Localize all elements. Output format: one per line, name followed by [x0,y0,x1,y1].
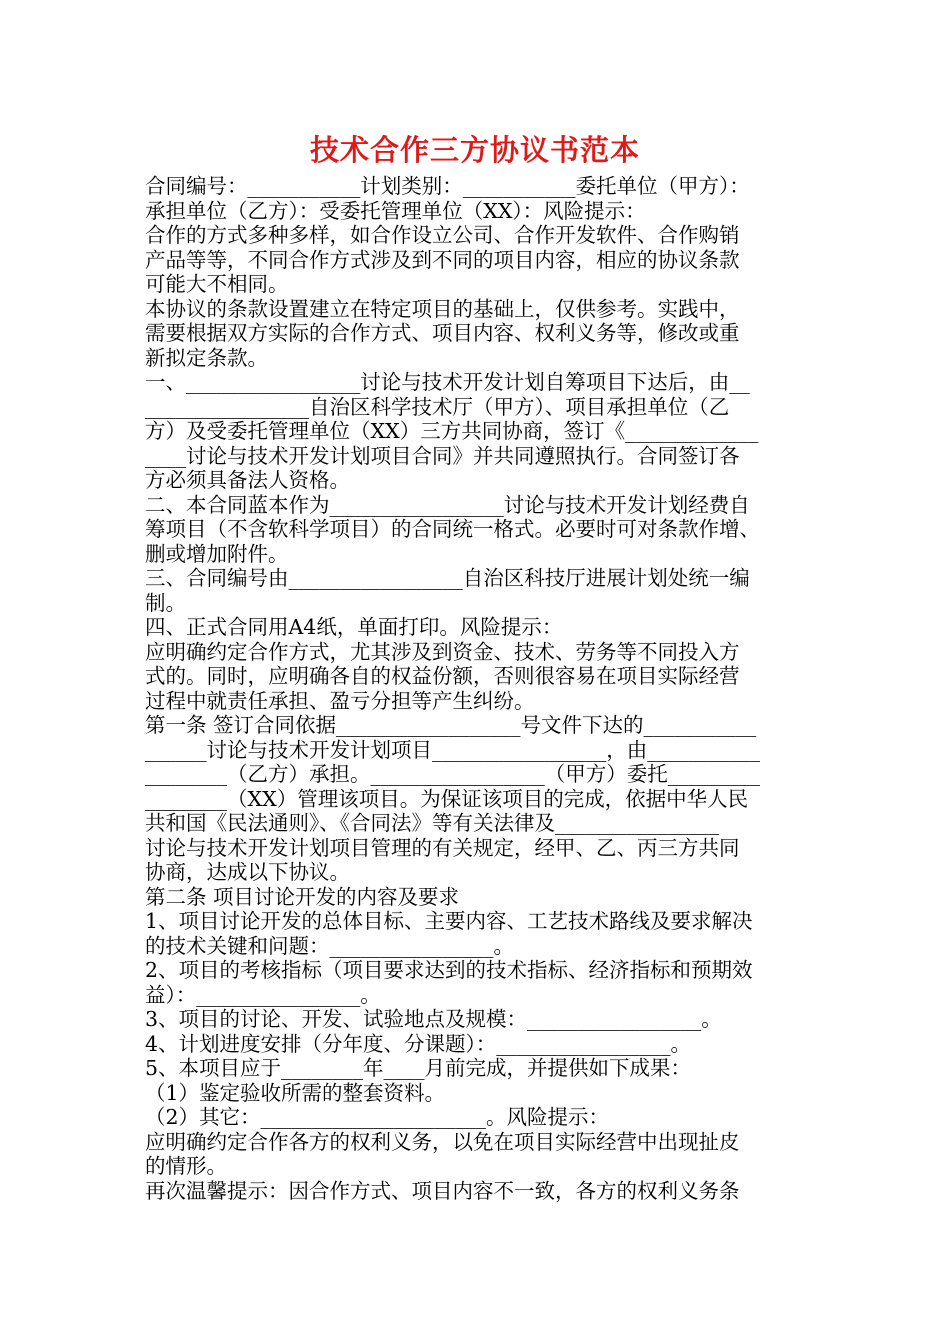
document-title: 技术合作三方协议书范本 [309,133,640,167]
text-line: 1、项目讨论开发的总体目标、主要内容、工艺技术路线及要求解决 [145,909,753,933]
text-line: 再次温馨提示：因合作方式、项目内容不一致，各方的权利义务条 [145,1178,740,1203]
text-line: 4、计划进度安排（分年度、分课题）：_________________。 [145,1031,692,1056]
text-line: 2、项目的考核指标（项目要求达到的技术指标、经济指标和预期效 [145,958,753,982]
text-line: 删或增加附件。 [145,541,289,566]
text-line: 第一条 签订合同依据__________________号文件下达的___________ [145,713,757,737]
text-line: 的情形。 [145,1154,227,1178]
text-line: 四、正式合同用A4纸，单面打印。风险提示： [145,615,563,639]
text-line: 应明确约定合作方式，尤其涉及到资金、技术、劳务等不同投入方 [145,639,740,664]
text-line: ______讨论与技术开发计划项目_________________，由___________ [145,737,760,762]
text-line: 可能大不相同。 [145,272,289,296]
text-line: 本协议的条款设置建立在特定项目的基础上，仅供参考。实践中， [145,296,740,321]
document-body [145,174,815,1203]
text-line: 合作的方式多种多样，如合作设立公司、合作开发软件、合作购销 [145,223,740,247]
text-line: 应明确约定合作各方的权利义务，以免在项目实际经营中出现扯皮 [145,1129,740,1154]
text-line: 承担单位（乙方）：受委托管理单位（XX）：风险提示： [145,198,646,223]
text-line: 方必须具备法人资格。 [145,468,350,492]
text-line: 一、_________________讨论与技术开发计划自筹项目下达后，由__ [145,370,750,394]
text-line: ________（XX）管理该项目。为保证该项目的完成，依据中华人民 [145,786,749,811]
text-line: 协商，达成以下协议。 [145,860,350,884]
text-line: 第二条 项目讨论开发的内容及要求 [145,884,460,909]
text-line: 式的。同时，应明确各自的权益份额，否则很容易在项目实际经营 [145,664,740,688]
text-line: 需要根据双方实际的合作方式、项目内容、权利义务等，修改或重 [145,321,740,345]
text-line: 讨论与技术开发计划项目管理的有关规定，经甲、乙、丙三方共同 [145,835,740,860]
text-line: 3、项目的讨论、开发、试验地点及规模：_________________。 [145,1007,722,1031]
text-line: 筹项目（不含软科学项目）的合同统一格式。必要时可对条款作增、 [145,517,760,541]
text-line: 益）：________________。 [145,982,381,1007]
text-line: 共和国《民法通则》、《合同法》等有关法律及________________ [145,811,719,835]
text-line: 方）及受委托管理单位（XX）三方共同协商，签订《_____________ [145,419,759,443]
text-line: 产品等等，不同合作方式涉及到不同的项目内容，相应的协议条款 [145,247,740,272]
text-line: ________________自治区科学技术厅（甲方）、项目承担单位（乙 [145,394,730,419]
text-line: ________（乙方）承担。_________________（甲方）委托_________ [145,762,760,786]
text-line: 的技术关键和问题：________________。 [145,933,514,958]
text-line: 二、本合同蓝本作为_________________讨论与技术开发计划经费自 [145,492,750,517]
text-line: 三、合同编号由_________________自治区科技厅进展计划处统一编 [145,566,750,590]
text-line: ____讨论与技术开发计划项目合同》并共同遵照执行。合同签订各 [145,443,740,468]
text-line: 5、本项目应于________年____月前完成，并提供如下成果： [145,1056,692,1080]
text-line: 新拟定条款。 [145,345,268,370]
text-line: 合同编号：___________计划类别：___________委托单位（甲方）： [145,174,750,198]
text-line: （2）其它：______________________。风险提示： [145,1105,610,1129]
text-line: （1）鉴定验收所需的整套资料。 [145,1080,446,1105]
text-line: 制。 [145,590,186,615]
text-line: 过程中就责任承担、盈亏分担等产生纠纷。 [145,688,535,713]
